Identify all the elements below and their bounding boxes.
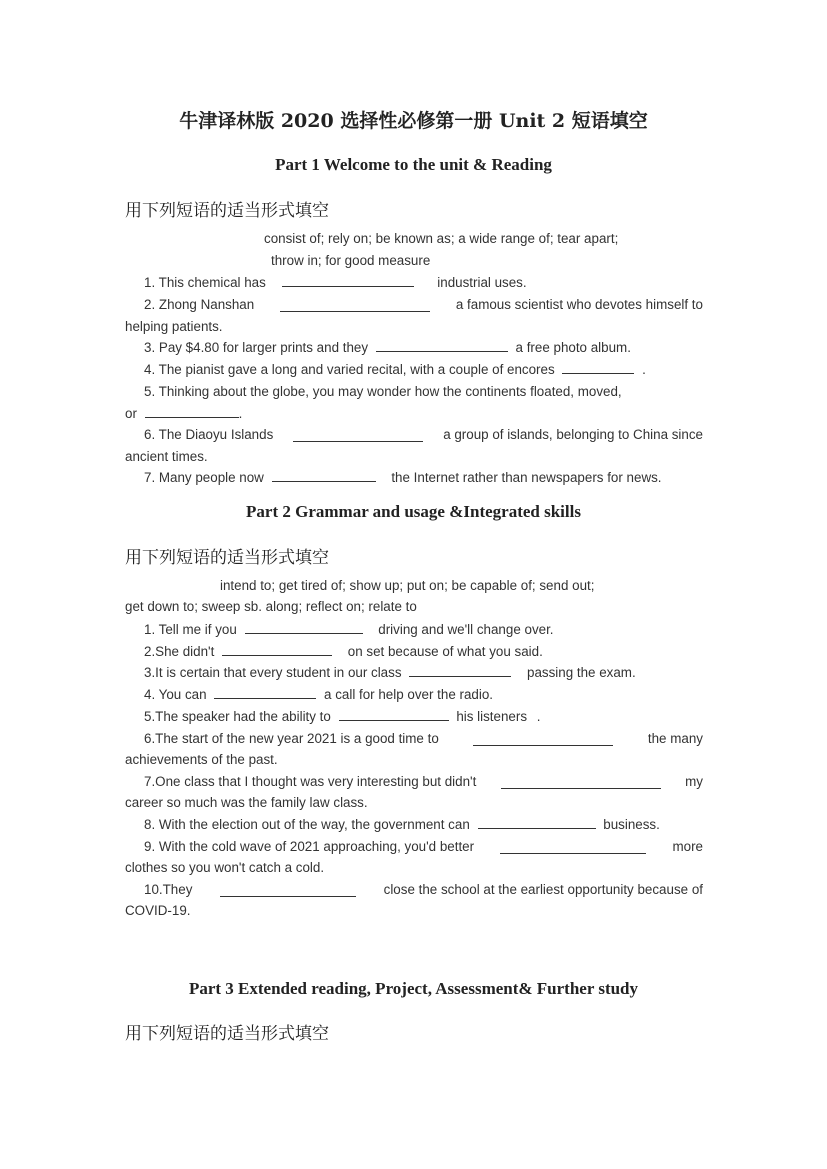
part2-question-7: 7.One class that I thought was very interesting but didn't my xyxy=(144,774,703,789)
part2-question-2: 2.She didn't on set because of what you said. xyxy=(144,644,543,659)
part1-question-4: 4. The pianist gave a long and varied recital, with a couple of encores . xyxy=(144,362,646,377)
part1-question-6: 6. The Diaoyu Islands a group of islands, belonging to China since xyxy=(144,427,703,442)
answer-blank[interactable] xyxy=(222,643,332,656)
answer-blank[interactable] xyxy=(280,299,430,312)
part2-word-bank-line2: get down to; sweep sb. along; reflect on; relate to xyxy=(125,599,417,614)
answer-blank[interactable] xyxy=(473,733,613,746)
part1-question-2: 2. Zhong Nanshan a famous scientist who devotes himself to xyxy=(144,297,703,312)
part2-question-9-cont: clothes so you won't catch a cold. xyxy=(125,860,325,875)
answer-blank[interactable] xyxy=(220,884,356,897)
answer-blank[interactable] xyxy=(282,274,414,287)
answer-blank[interactable] xyxy=(562,361,634,374)
part1-question-5: 5. Thinking about the globe, you may wonder how the continents floated, moved, xyxy=(144,384,622,399)
part1-question-2-cont: helping patients. xyxy=(125,319,223,334)
answer-blank[interactable] xyxy=(293,429,423,442)
part1-question-3: 3. Pay $4.80 for larger prints and they a free photo album. xyxy=(144,340,631,355)
part1-question-5-cont: or . xyxy=(125,406,243,421)
part1-question-6-cont: ancient times. xyxy=(125,449,208,464)
answer-blank[interactable] xyxy=(339,708,449,721)
answer-blank[interactable] xyxy=(214,686,316,699)
part2-question-7-cont: career so much was the family law class. xyxy=(125,795,368,810)
part1-word-bank-line1: consist of; rely on; be known as; a wide range of; tear apart; xyxy=(264,231,619,246)
answer-blank[interactable] xyxy=(501,776,661,789)
part2-question-6-cont: achievements of the past. xyxy=(125,752,278,767)
answer-blank[interactable] xyxy=(478,816,596,829)
part2-question-1: 1. Tell me if you driving and we'll change over. xyxy=(144,622,554,637)
answer-blank[interactable] xyxy=(272,469,376,482)
part2-question-10-cont: COVID-19. xyxy=(125,903,191,918)
part1-heading: Part 1 Welcome to the unit & Reading xyxy=(275,155,552,174)
part2-question-6: 6.The start of the new year 2021 is a good time to the many xyxy=(144,731,703,746)
part3-heading: Part 3 Extended reading, Project, Assessment& Further study xyxy=(188,979,639,998)
part1-word-bank-line2: throw in; for good measure xyxy=(271,253,431,268)
part2-question-4: 4. You can a call for help over the radio. xyxy=(144,687,493,702)
answer-blank[interactable] xyxy=(500,841,646,854)
answer-blank[interactable] xyxy=(409,664,511,677)
document-title: 牛津译林版 2020 选择性必修第一册 Unit 2 短语填空 xyxy=(179,110,648,132)
part1-question-7: 7. Many people now the Internet rather than newspapers for news. xyxy=(144,470,662,485)
part3-instruction: 用下列短语的适当形式填空 xyxy=(125,1024,329,1044)
part2-question-10: 10.They close the school at the earliest opportunity because of xyxy=(144,882,703,897)
answer-blank[interactable] xyxy=(376,339,508,352)
part2-question-3: 3.It is certain that every student in our class passing the exam. xyxy=(144,665,636,680)
part2-question-5: 5.The speaker had the ability to his listeners . xyxy=(144,709,541,724)
part2-question-8: 8. With the election out of the way, the government can business. xyxy=(144,817,660,832)
part1-question-1: 1. This chemical has industrial uses. xyxy=(144,275,527,290)
part2-question-9: 9. With the cold wave of 2021 approaching, you'd better more xyxy=(144,839,703,854)
part1-instruction: 用下列短语的适当形式填空 xyxy=(125,201,329,221)
part2-word-bank-line1: intend to; get tired of; show up; put on; be capable of; send out; xyxy=(220,578,595,593)
part2-heading: Part 2 Grammar and usage &Integrated skills xyxy=(246,502,581,521)
answer-blank[interactable] xyxy=(245,621,363,634)
answer-blank[interactable] xyxy=(145,405,239,418)
part2-instruction: 用下列短语的适当形式填空 xyxy=(125,548,329,568)
